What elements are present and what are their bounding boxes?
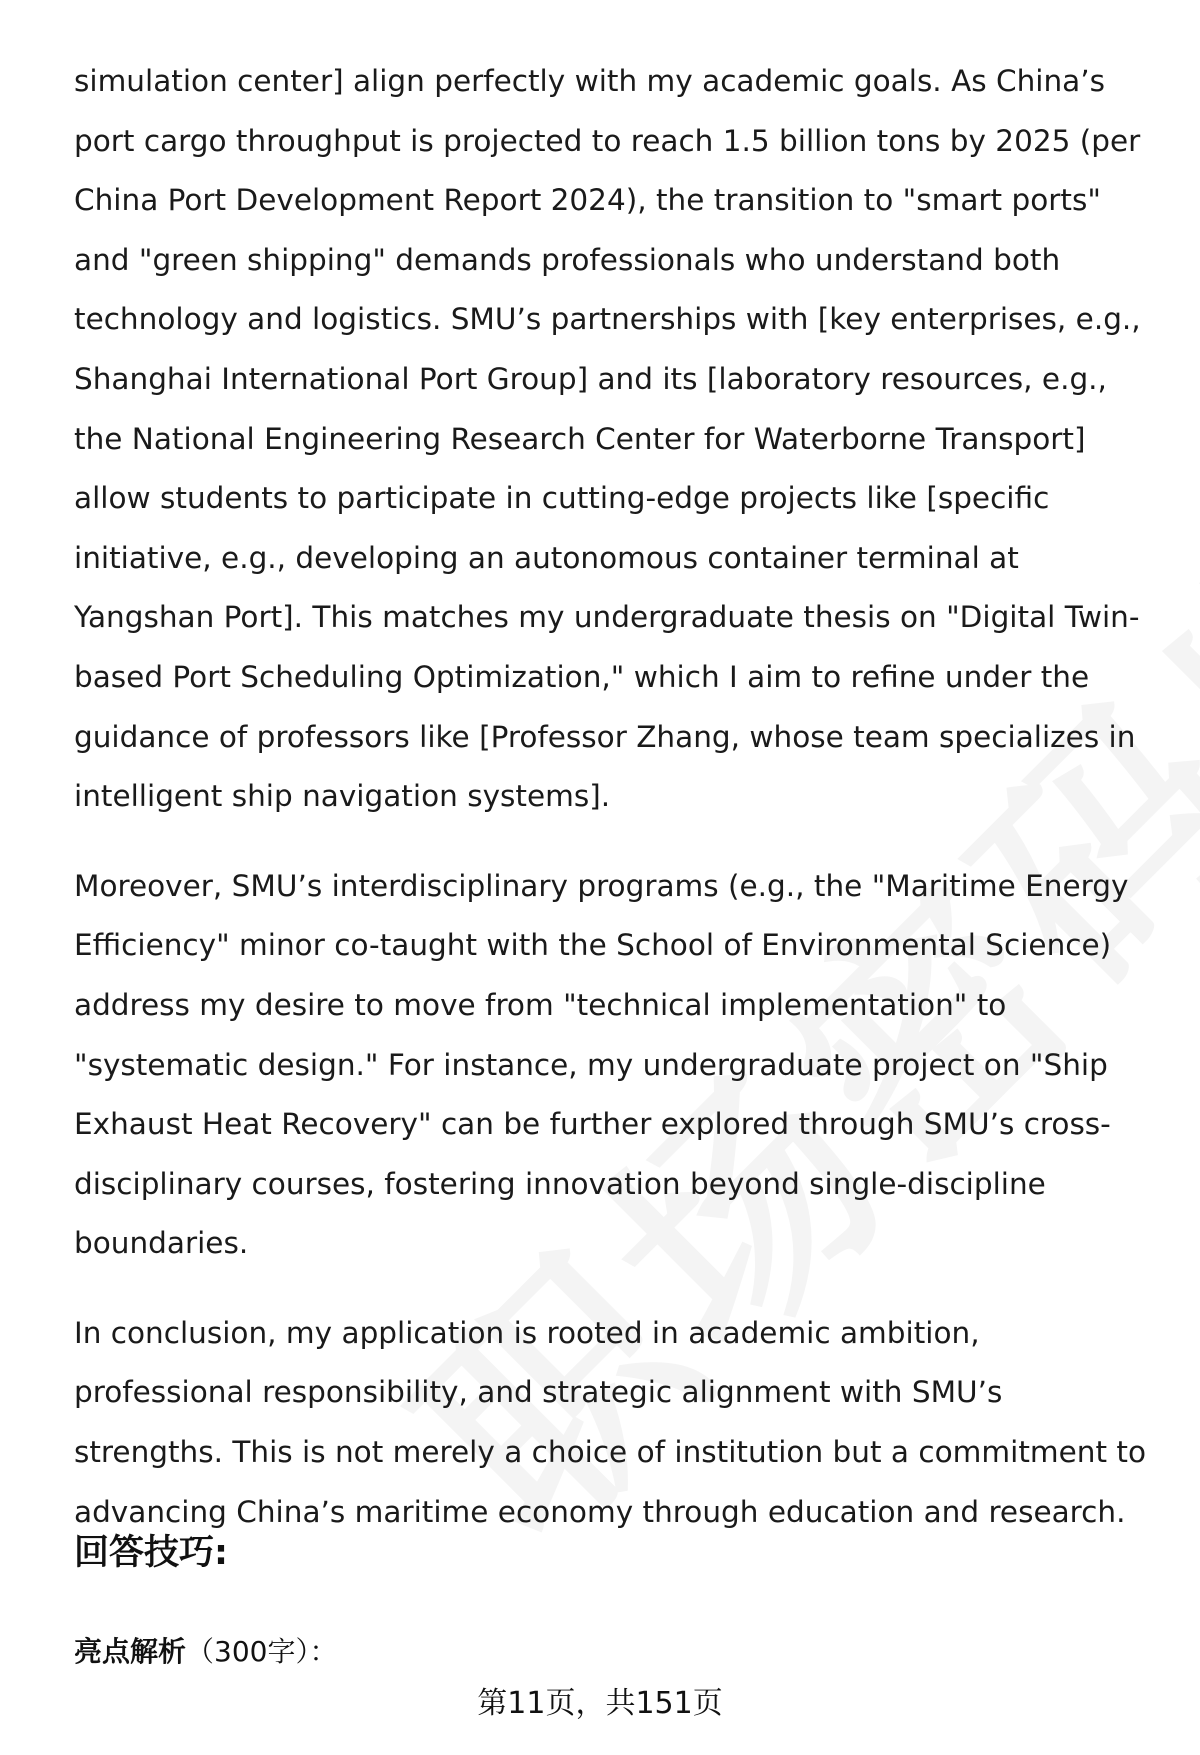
page-number-footer: 第11页，共151页 [477, 1686, 723, 1721]
paragraph-conclusion: In conclusion, my application is rooted in academic ambition, professional responsibility, and strategic alignment with SMU’s strengths. This is not merely a choice of institution but a commitment to advancing China’s maritime economy through education and research. [74, 1315, 1147, 1529]
paragraph-interdisciplinary: Moreover, SMU’s interdisciplinary programs (e.g., the "Maritime Energy Efficiency" minor co-taught with the School of Environmental Science) address my desire to move from "technical implementation" to "systematic design." For instance, my undergraduate project on "Ship Exhaust Heat Recovery" can be further explored through SMU’s cross-disciplinary courses, fostering innovation beyond single-discipline boundaries. [74, 868, 1129, 1261]
section-heading: 回答技巧: [74, 1533, 228, 1573]
paragraph-smu-alignment: simulation center] align perfectly with my academic goals. As China’s port cargo throughput is projected to reach 1.5 billion tons by 2025 (per China Port Development Report 2024), the transition to "smart ports" and "green shipping" demands professionals who understand both technology and logistics. SMU’s partnerships with [key enterprises, e.g., Shanghai International Port Group] and its [laboratory resources, e.g., the National Engineering Research Center for Waterborne Transport] allow students to participate in cutting-edge projects like [specific initiative, e.g., developing an autonomous container terminal at Yangshan Port]. This matches my undergraduate thesis on "Digital Twin-based Port Scheduling Optimization," which I aim to refine under the guidance of professors like [Professor Zhang, whose team specializes in intelligent ship navigation systems]. [74, 64, 1141, 814]
sub-heading-note: （300字）： [186, 1635, 338, 1668]
sub-heading-label: 亮点解析 [74, 1635, 187, 1668]
body-text [74, 52, 1154, 1542]
sub-heading [74, 1630, 337, 1670]
